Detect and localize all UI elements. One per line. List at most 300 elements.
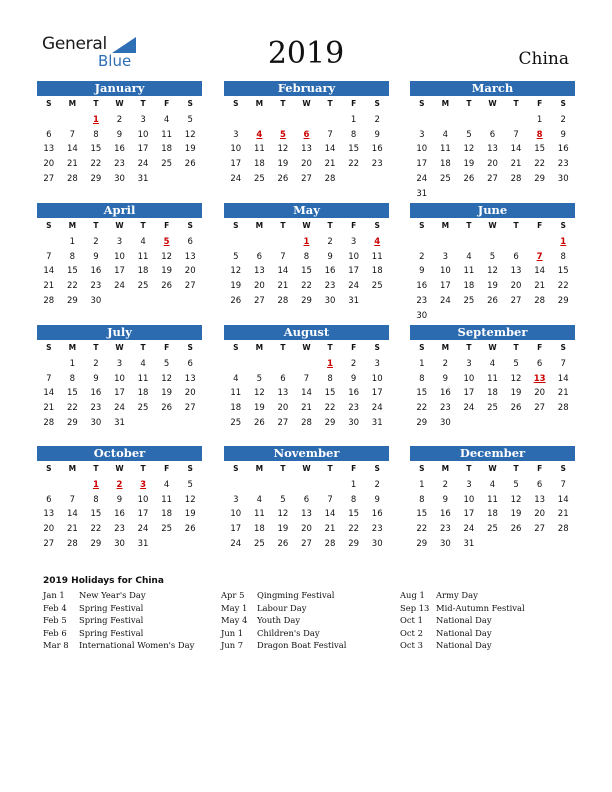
day-cell: 11 <box>161 129 173 140</box>
day-cell: 29 <box>557 295 569 306</box>
day-grid <box>224 478 389 552</box>
weekday-label: F <box>537 221 543 230</box>
weekday-label: M <box>255 464 264 473</box>
day-cell: 18 <box>487 509 498 520</box>
day-cell: 31 <box>463 538 475 549</box>
holiday-name: Army Day <box>436 590 478 600</box>
day-cell: 18 <box>439 159 451 170</box>
day-cell: 10 <box>230 509 242 520</box>
weekday-label: S <box>419 464 425 473</box>
holiday-name: National Day <box>436 627 492 638</box>
day-cell: 24 <box>371 403 383 414</box>
day-cell: 18 <box>161 509 173 520</box>
day-cell: 31 <box>371 417 383 428</box>
day-cell: 3 <box>233 494 239 505</box>
day-grid <box>224 357 389 431</box>
day-cell: 2 <box>374 114 380 125</box>
day-cell: 6 <box>280 373 286 384</box>
weekday-label: S <box>233 343 239 352</box>
day-cell: 4 <box>466 251 472 262</box>
weekday-label: S <box>187 343 193 352</box>
weekday-label: T <box>466 99 472 108</box>
day-grid <box>410 478 575 552</box>
weekday-label: T <box>466 343 472 352</box>
weekday-label: S <box>419 221 425 230</box>
day-cell: 16 <box>114 144 125 155</box>
month-november <box>224 446 389 552</box>
day-cell: 27 <box>301 173 312 184</box>
day-cell: 28 <box>557 403 569 414</box>
day-cell: 6 <box>187 358 193 369</box>
day-cell: 25 <box>439 173 451 184</box>
empty-cell <box>271 113 295 128</box>
day-cell: 8 <box>69 251 76 262</box>
day-cell: 31 <box>137 173 149 184</box>
day-cell: 10 <box>348 251 360 262</box>
weekday-label: S <box>419 99 425 108</box>
day-cell: 13 <box>253 266 265 277</box>
holiday-name: National Day <box>436 640 492 651</box>
holiday-date: Apr 5 <box>221 590 245 600</box>
weekday-label: S <box>46 464 52 473</box>
day-cell: 9 <box>374 129 380 140</box>
day-cell: 27 <box>534 403 546 414</box>
empty-cell <box>504 113 528 128</box>
holiday-day: 4 <box>256 129 263 140</box>
month-april <box>37 203 202 309</box>
weekday-label: F <box>351 343 357 352</box>
day-cell: 17 <box>463 509 475 520</box>
day-cell: 17 <box>463 388 475 399</box>
day-cell: 10 <box>230 144 242 155</box>
day-cell: 14 <box>66 509 78 520</box>
day-cell: 30 <box>324 295 336 306</box>
day-cell: 29 <box>348 538 360 549</box>
day-cell: 20 <box>534 509 546 520</box>
day-cell: 11 <box>487 373 498 384</box>
holiday-date: Feb 5 <box>43 615 67 626</box>
holiday-list <box>43 576 583 651</box>
day-cell: 4 <box>140 236 146 247</box>
day-cell: 29 <box>416 417 428 428</box>
day-cell: 14 <box>557 494 569 505</box>
weekday-label: S <box>233 464 239 473</box>
weekday-label: S <box>374 464 380 473</box>
empty-cell <box>248 357 272 372</box>
day-cell: 23 <box>348 403 360 414</box>
day-cell: 21 <box>43 281 55 292</box>
holiday-row <box>43 603 194 616</box>
day-cell: 16 <box>416 281 428 292</box>
weekday-label: T <box>513 99 519 108</box>
day-cell: 31 <box>137 538 149 549</box>
holiday-column <box>221 590 346 653</box>
day-cell: 6 <box>46 494 52 505</box>
month-header: September <box>410 325 575 340</box>
weekday-label: W <box>302 343 311 352</box>
day-cell: 9 <box>560 129 566 140</box>
day-cell: 13 <box>277 388 289 399</box>
day-cell: 4 <box>442 129 449 140</box>
day-cell: 9 <box>327 251 333 262</box>
weekday-label: S <box>374 221 380 230</box>
weekday-label: W <box>115 99 124 108</box>
holiday-date: Oct 1 <box>400 615 423 626</box>
empty-cell <box>271 235 295 250</box>
day-cell: 20 <box>487 159 498 170</box>
day-cell: 3 <box>466 358 472 369</box>
weekday-row <box>224 219 389 234</box>
day-cell: 25 <box>137 403 149 414</box>
weekday-label: F <box>537 99 543 108</box>
day-cell: 21 <box>277 281 289 292</box>
day-cell: 16 <box>371 144 383 155</box>
day-grid <box>37 113 202 187</box>
day-cell: 14 <box>557 373 569 384</box>
country-label: China <box>518 49 569 69</box>
holiday-day: 13 <box>533 373 546 384</box>
day-cell: 3 <box>140 114 146 125</box>
day-cell: 16 <box>439 388 451 399</box>
day-cell: 30 <box>90 417 102 428</box>
day-cell: 17 <box>416 159 428 170</box>
weekday-row <box>410 219 575 234</box>
day-cell: 3 <box>116 236 123 247</box>
day-cell: 14 <box>534 266 546 277</box>
month-june <box>410 203 575 324</box>
weekday-label: T <box>466 221 472 230</box>
holiday-row <box>221 590 346 603</box>
day-cell: 14 <box>301 388 312 399</box>
holiday-date: Jun 1 <box>221 627 244 638</box>
day-cell: 22 <box>416 403 428 414</box>
day-cell: 27 <box>184 403 196 414</box>
holiday-day: 2 <box>116 479 123 490</box>
day-cell: 13 <box>534 494 546 505</box>
day-cell: 6 <box>187 236 193 247</box>
day-cell: 8 <box>93 129 99 140</box>
day-cell: 13 <box>43 509 55 520</box>
day-cell: 11 <box>161 494 173 505</box>
day-grid <box>37 357 202 431</box>
day-cell: 29 <box>301 295 312 306</box>
brand-general: General <box>42 34 107 54</box>
day-cell: 8 <box>419 373 425 384</box>
day-cell: 3 <box>419 129 425 140</box>
empty-cell <box>318 113 342 128</box>
weekday-row <box>410 97 575 112</box>
day-cell: 10 <box>137 129 149 140</box>
holiday-day: 8 <box>536 129 543 140</box>
empty-cell <box>37 235 61 250</box>
day-cell: 6 <box>46 129 52 140</box>
weekday-row <box>37 462 202 477</box>
day-cell: 17 <box>230 524 242 535</box>
holiday-row <box>221 640 346 653</box>
day-cell: 31 <box>114 417 125 428</box>
weekday-label: T <box>280 221 286 230</box>
day-cell: 22 <box>348 524 360 535</box>
day-cell: 15 <box>416 509 428 520</box>
day-cell: 10 <box>114 251 125 262</box>
day-cell: 7 <box>513 129 519 140</box>
weekday-label: W <box>115 221 124 230</box>
day-cell: 3 <box>374 358 380 369</box>
day-cell: 14 <box>324 144 336 155</box>
day-cell: 25 <box>161 524 173 535</box>
empty-cell <box>481 113 505 128</box>
holiday-list-title: 2019 Holidays for China <box>43 576 164 586</box>
day-cell: 20 <box>301 159 312 170</box>
day-cell: 6 <box>513 251 519 262</box>
day-cell: 7 <box>560 479 566 490</box>
holiday-date: Oct 2 <box>400 627 423 638</box>
weekday-label: T <box>513 464 519 473</box>
day-cell: 19 <box>487 281 498 292</box>
day-cell: 9 <box>442 373 449 384</box>
empty-cell <box>318 478 342 493</box>
day-cell: 5 <box>187 114 193 125</box>
page-title: 2019 <box>267 36 345 71</box>
weekday-label: F <box>164 221 170 230</box>
holiday-name: Spring Festival <box>79 627 144 638</box>
holiday-row <box>221 615 346 628</box>
empty-cell <box>410 235 434 250</box>
day-cell: 4 <box>256 494 263 505</box>
weekday-label: T <box>93 343 99 352</box>
weekday-row <box>410 341 575 356</box>
empty-cell <box>224 357 248 372</box>
day-cell: 13 <box>487 144 498 155</box>
holiday-day: 1 <box>92 114 99 125</box>
day-cell: 20 <box>510 281 522 292</box>
day-cell: 10 <box>416 144 428 155</box>
day-cell: 23 <box>114 159 125 170</box>
day-cell: 15 <box>301 266 312 277</box>
weekday-label: S <box>560 464 566 473</box>
day-cell: 17 <box>114 388 125 399</box>
holiday-date: Oct 3 <box>400 640 423 651</box>
weekday-label: S <box>374 99 380 108</box>
day-cell: 22 <box>90 159 102 170</box>
day-cell: 27 <box>43 538 55 549</box>
day-cell: 5 <box>256 373 263 384</box>
day-cell: 5 <box>163 358 170 369</box>
day-cell: 7 <box>46 251 52 262</box>
month-header: August <box>224 325 389 340</box>
day-cell: 29 <box>66 295 78 306</box>
weekday-row <box>224 97 389 112</box>
weekday-label: T <box>140 221 146 230</box>
day-cell: 7 <box>327 494 333 505</box>
day-cell: 25 <box>253 538 265 549</box>
weekday-label: W <box>302 99 311 108</box>
day-cell: 11 <box>137 251 149 262</box>
holiday-name: Qingming Festival <box>257 590 335 600</box>
day-cell: 20 <box>534 388 546 399</box>
empty-cell <box>224 478 248 493</box>
day-cell: 10 <box>371 373 383 384</box>
day-cell: 15 <box>90 144 102 155</box>
empty-cell <box>224 113 248 128</box>
weekday-label: S <box>187 464 193 473</box>
day-cell: 29 <box>324 417 336 428</box>
weekday-label: S <box>419 343 425 352</box>
holiday-day: 1 <box>560 236 567 247</box>
day-cell: 13 <box>301 144 312 155</box>
day-cell: 13 <box>184 251 196 262</box>
weekday-label: S <box>560 221 566 230</box>
day-cell: 27 <box>510 295 522 306</box>
day-cell: 14 <box>510 144 522 155</box>
day-cell: 8 <box>303 251 310 262</box>
weekday-row <box>37 219 202 234</box>
day-cell: 20 <box>253 281 265 292</box>
empty-cell <box>271 357 295 372</box>
day-cell: 24 <box>230 173 242 184</box>
day-cell: 14 <box>277 266 289 277</box>
day-cell: 21 <box>557 509 569 520</box>
day-cell: 26 <box>277 173 289 184</box>
day-cell: 26 <box>184 159 196 170</box>
day-cell: 15 <box>557 266 569 277</box>
holiday-day: 4 <box>374 236 381 247</box>
day-cell: 21 <box>43 403 55 414</box>
month-july <box>37 325 202 431</box>
holiday-day: 5 <box>163 236 170 247</box>
weekday-label: T <box>466 464 472 473</box>
day-cell: 28 <box>43 295 55 306</box>
holiday-row <box>400 590 525 603</box>
day-cell: 21 <box>324 524 336 535</box>
month-january <box>37 81 202 187</box>
day-cell: 17 <box>439 281 451 292</box>
day-cell: 29 <box>416 538 428 549</box>
day-cell: 25 <box>161 159 173 170</box>
day-cell: 3 <box>466 479 472 490</box>
day-cell: 2 <box>327 236 333 247</box>
day-cell: 22 <box>416 524 428 535</box>
day-cell: 4 <box>489 479 496 490</box>
day-grid <box>410 357 575 431</box>
day-cell: 19 <box>510 509 522 520</box>
day-cell: 26 <box>510 403 522 414</box>
day-cell: 28 <box>277 295 289 306</box>
weekday-label: M <box>68 343 77 352</box>
weekday-label: W <box>488 343 497 352</box>
day-cell: 15 <box>416 388 428 399</box>
day-cell: 18 <box>487 388 498 399</box>
day-cell: 5 <box>513 479 519 490</box>
day-cell: 23 <box>371 524 383 535</box>
day-cell: 21 <box>66 159 78 170</box>
day-cell: 13 <box>301 509 312 520</box>
day-cell: 8 <box>350 494 357 505</box>
weekday-label: T <box>280 343 286 352</box>
day-cell: 22 <box>324 403 336 414</box>
holiday-date: Sep 13 <box>400 602 430 613</box>
month-header: January <box>37 81 202 96</box>
day-cell: 25 <box>137 281 149 292</box>
day-cell: 24 <box>463 524 475 535</box>
weekday-label: T <box>513 343 519 352</box>
day-cell: 25 <box>230 417 242 428</box>
day-cell: 5 <box>466 129 472 140</box>
weekday-label: F <box>537 464 543 473</box>
day-cell: 8 <box>327 373 333 384</box>
day-cell: 11 <box>487 494 498 505</box>
empty-cell <box>37 357 61 372</box>
day-cell: 4 <box>163 114 170 125</box>
day-cell: 16 <box>348 388 360 399</box>
weekday-label: S <box>233 221 239 230</box>
weekday-label: T <box>140 99 146 108</box>
weekday-label: T <box>140 464 146 473</box>
day-cell: 13 <box>510 266 522 277</box>
day-cell: 31 <box>416 188 428 199</box>
weekday-label: T <box>327 343 333 352</box>
empty-cell <box>248 113 272 128</box>
weekday-label: T <box>280 99 286 108</box>
day-cell: 7 <box>69 129 76 140</box>
day-cell: 30 <box>416 310 428 321</box>
day-cell: 16 <box>90 266 102 277</box>
weekday-label: M <box>68 221 77 230</box>
holiday-date: Mar 8 <box>43 640 69 651</box>
day-cell: 4 <box>233 373 239 384</box>
weekday-label: T <box>280 464 286 473</box>
brand-blue: Blue <box>98 52 132 70</box>
day-cell: 16 <box>324 266 336 277</box>
weekday-label: T <box>327 221 333 230</box>
day-cell: 22 <box>348 159 360 170</box>
day-cell: 19 <box>184 509 196 520</box>
holiday-row <box>43 628 194 641</box>
day-cell: 15 <box>324 388 336 399</box>
day-cell: 26 <box>230 295 242 306</box>
day-cell: 8 <box>69 373 76 384</box>
day-cell: 4 <box>163 479 170 490</box>
day-cell: 12 <box>510 373 522 384</box>
day-cell: 27 <box>301 538 312 549</box>
day-cell: 6 <box>489 129 496 140</box>
day-cell: 27 <box>277 417 289 428</box>
day-cell: 2 <box>442 358 449 369</box>
day-cell: 14 <box>324 509 336 520</box>
weekday-label: T <box>327 99 333 108</box>
day-cell: 27 <box>487 173 498 184</box>
day-cell: 11 <box>463 266 475 277</box>
day-cell: 21 <box>324 159 336 170</box>
weekday-label: T <box>93 221 99 230</box>
day-cell: 17 <box>137 144 149 155</box>
day-cell: 30 <box>439 417 451 428</box>
weekday-label: S <box>46 99 52 108</box>
day-cell: 22 <box>557 281 569 292</box>
day-cell: 11 <box>439 144 451 155</box>
holiday-row <box>43 615 194 628</box>
day-cell: 7 <box>303 373 310 384</box>
day-cell: 23 <box>371 159 383 170</box>
weekday-label: T <box>327 464 333 473</box>
day-cell: 19 <box>277 159 289 170</box>
weekday-label: M <box>441 99 450 108</box>
day-cell: 25 <box>463 295 475 306</box>
day-cell: 19 <box>463 159 475 170</box>
weekday-row <box>37 97 202 112</box>
weekday-label: S <box>46 221 52 230</box>
holiday-day: 7 <box>536 251 543 262</box>
